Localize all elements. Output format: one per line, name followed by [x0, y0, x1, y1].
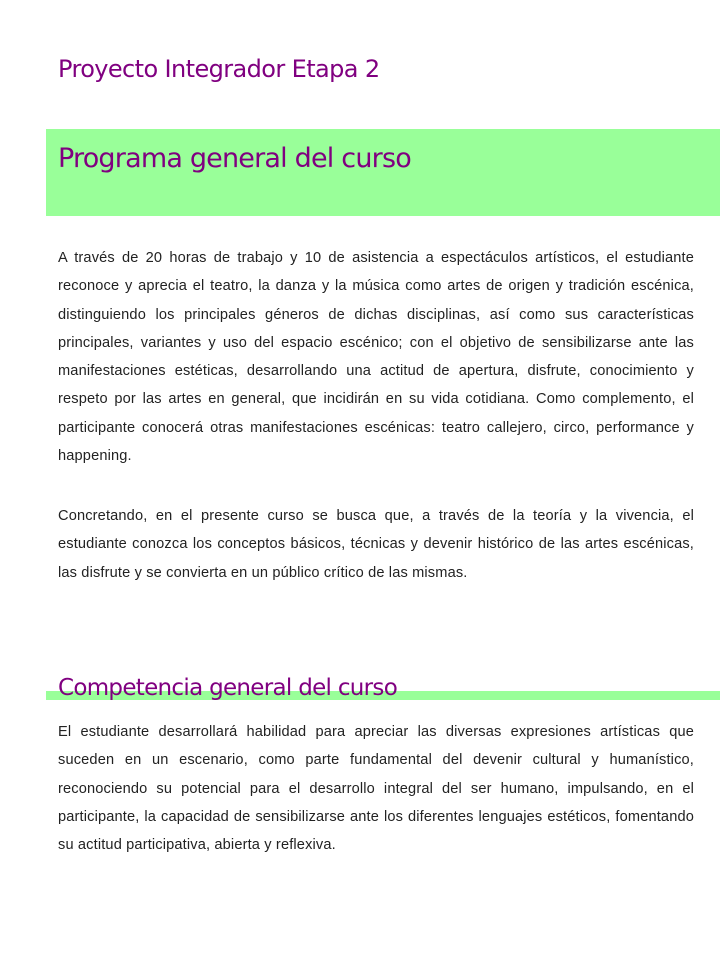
document-title: Proyecto Integrador Etapa 2	[58, 55, 380, 83]
program-paragraph-2: Concretando, en el presente curso se busca que, a través de la teoría y la vivencia, el estudiante conozca los conceptos básicos, técnicas y devenir histórico de las artes escénicas, las disfrute y se convierta en un público crítico de las mismas.	[58, 508, 694, 581]
competence-paragraph: El estudiante desarrollará habilidad para apreciar las diversas expresiones artísticas que suceden en un escenario, como parte fundamental del devenir cultural y humanístico, reconociendo su potencial para el desarrollo integral del ser humano, impulsando, en el participante, la capacidad de sensibilizarse ante los diferentes lenguajes estéticos, fomentando su actitud participativa, abierta y reflexiva.	[58, 724, 694, 854]
competence-heading: Competencia general del curso	[58, 675, 398, 701]
program-heading: Programa general del curso	[58, 143, 411, 174]
program-paragraph-1: A través de 20 horas de trabajo y 10 de asistencia a espectáculos artísticos, el estudiante reconoce y aprecia el teatro, la danza y la música como artes de origen y tradición escénica, distinguiendo los principales géneros de dichas disciplinas, así como sus características principales, variantes y uso del espacio escénico; con el objetivo de sensibilizarse ante las manifestaciones estéticas, desarrollando una actitud de apertura, disfrute, conocimiento y respeto por las artes en general, que incidirán en su vida cotidiana. Como complemento, el participante conocerá otras manifestaciones escénicas: teatro callejero, circo, performance y happening.	[58, 250, 694, 465]
